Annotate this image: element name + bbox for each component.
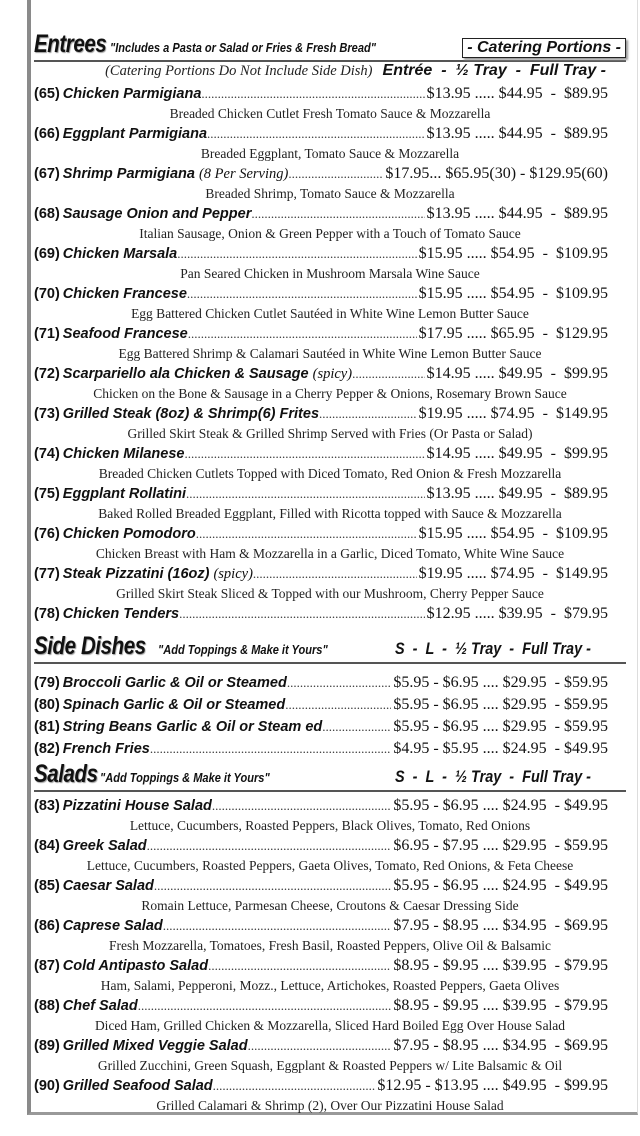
item-name: String Beans Garlic & Oil or Steam ed	[62, 719, 323, 735]
item-number: (87)	[34, 958, 60, 974]
menu-page	[34, 30, 626, 1116]
item-name: Chef Salad	[62, 998, 138, 1014]
item-number: (74)	[34, 446, 60, 462]
item-prices: $5.95 - $6.95 .... $24.95 - $49.95	[393, 797, 608, 814]
item-number: (65)	[34, 86, 60, 102]
sides-header	[34, 632, 626, 664]
item-number: (79)	[34, 675, 60, 691]
item-description: Romain Lettuce, Parmesan Cheese, Croutons & Caesar Dressing Side	[141, 898, 519, 913]
item-prices: $15.95 ..... $54.95 - $109.95	[418, 285, 608, 302]
item-prices: $6.95 - $7.95 .... $29.95 - $59.95	[393, 837, 608, 854]
salads-columns: S - L - ½ Tray - Full Tray -	[395, 767, 592, 786]
item-prices: $15.95 ..... $54.95 - $109.95	[418, 525, 608, 542]
item-number: (89)	[34, 1038, 60, 1054]
dot-leader	[187, 284, 417, 304]
menu-item	[34, 124, 626, 144]
item-description: Baked Rolled Breaded Eggplant, Filled with Ricotta topped with Sauce & Mozzarella	[98, 506, 562, 521]
entrees-subtitle: "Includes a Pasta or Salad or Fries & Fresh Bread"	[110, 40, 377, 55]
item-number: (82)	[34, 741, 60, 757]
menu-item	[34, 364, 626, 384]
dot-leader	[212, 796, 391, 816]
item-number: (67)	[34, 166, 60, 182]
menu-item	[34, 738, 626, 760]
sides-list	[34, 672, 626, 760]
item-name: Sausage Onion and Pepper	[62, 206, 252, 222]
item-name: Cold Antipasto Salad	[62, 958, 209, 974]
menu-item	[34, 444, 626, 464]
menu-item	[34, 996, 626, 1016]
catering-portions-box: - Catering Portions -	[462, 38, 626, 58]
item-number: (85)	[34, 878, 60, 894]
item-description: Grilled Skirt Steak & Grilled Shrimp Served with Fries (Or Pasta or Salad)	[127, 426, 533, 441]
menu-item	[34, 204, 626, 224]
dot-leader	[248, 1036, 392, 1056]
item-prices: $13.95 ..... $44.95 - $89.95	[426, 85, 608, 102]
dot-leader	[184, 444, 424, 464]
item-description: Lettuce, Cucumbers, Roasted Peppers, Gaeta Olives, Tomato, Red Onions, & Feta Cheese	[86, 858, 574, 873]
item-prices: $5.95 - $6.95 .... $24.95 - $49.95	[393, 877, 608, 894]
entrees-list	[34, 84, 626, 624]
item-name: Spinach Garlic & Oil or Steamed	[62, 697, 286, 713]
item-name: Chicken Pomodoro	[62, 526, 196, 542]
menu-item	[34, 876, 626, 896]
item-name: Eggplant Parmigiana	[62, 126, 208, 142]
item-number: (70)	[34, 286, 60, 302]
item-prices: $13.95 ..... $44.95 - $89.95	[426, 205, 608, 222]
dot-leader	[186, 484, 425, 504]
dot-leader	[319, 404, 417, 424]
entrees-header	[34, 30, 626, 62]
item-prices: $5.95 - $6.95 .... $29.95 - $59.95	[393, 718, 608, 735]
dot-leader	[147, 836, 392, 856]
sides-columns: S - L - ½ Tray - Full Tray -	[395, 639, 592, 658]
item-description: Lettuce, Cucumbers, Roasted Peppers, Black Olives, Tomato, Red Onions	[129, 818, 531, 833]
menu-item	[34, 1076, 626, 1096]
item-name: Eggplant Rollatini	[62, 486, 187, 502]
item-description: Egg Battered Chicken Cutlet Sautéed in White Wine Lemon Butter Sauce	[131, 306, 529, 321]
menu-item	[34, 484, 626, 504]
catering-note-row	[34, 62, 626, 84]
item-name: Chicken Francese	[62, 286, 187, 302]
item-note: (8 Per Serving)	[198, 166, 289, 182]
item-number: (84)	[34, 838, 60, 854]
dot-leader	[201, 84, 424, 104]
item-prices: $14.95 ..... $49.95 - $99.95	[426, 365, 608, 382]
menu-item	[34, 836, 626, 856]
item-description: Breaded Shrimp, Tomato Sauce & Mozzarella	[205, 186, 455, 201]
item-prices: $5.95 - $6.95 .... $29.95 - $59.95	[393, 696, 608, 713]
dot-leader	[285, 694, 391, 716]
menu-item	[34, 564, 626, 584]
item-name: Grilled Seafood Salad	[62, 1078, 213, 1094]
salads-subtitle: "Add Toppings & Make it Yours"	[99, 770, 270, 785]
item-name: Scarpariello ala Chicken & Sausage	[62, 366, 309, 382]
dot-leader	[150, 738, 392, 760]
item-name: Chicken Milanese	[62, 446, 185, 462]
item-description: Breaded Eggplant, Tomato Sauce & Mozzarella	[200, 146, 460, 161]
item-description: Fresh Mozzarella, Tomatoes, Fresh Basil, Roasted Peppers, Olive Oil & Balsamic	[109, 938, 551, 953]
dot-leader	[207, 124, 425, 144]
item-description: Egg Battered Shrimp & Calamari Sautéed in White Wine Lemon Butter Sauce	[118, 346, 542, 361]
dot-leader	[288, 164, 383, 184]
dot-leader	[322, 716, 391, 738]
item-name: Caprese Salad	[62, 918, 163, 934]
item-number: (78)	[34, 606, 60, 622]
item-description: Diced Ham, Grilled Chicken & Mozzarella, Sliced Hard Boiled Egg Over House Salad	[94, 1018, 566, 1033]
item-number: (90)	[34, 1078, 60, 1094]
item-number: (68)	[34, 206, 60, 222]
item-prices: $4.95 - $5.95 .... $24.95 - $49.95	[393, 740, 608, 757]
item-name: Broccoli Garlic & Oil or Steamed	[62, 675, 287, 691]
item-description: Chicken Breast with Ham & Mozzarella in a Garlic, Diced Tomato, White Wine Sauce	[95, 546, 565, 561]
item-name: Chicken Parmigiana	[62, 86, 202, 102]
item-description: Ham, Salami, Pepperoni, Mozz., Lettuce, Artichokes, Roasted Peppers, Gaeta Olives	[100, 978, 560, 993]
item-description: Breaded Chicken Cutlet Fresh Tomato Sauce & Mozzarella	[169, 106, 491, 121]
item-number: (83)	[34, 798, 60, 814]
dot-leader	[196, 524, 417, 544]
item-name: Pizzatini House Salad	[62, 798, 212, 814]
item-number: (81)	[34, 719, 60, 735]
item-prices: $17.95 ..... $65.95 - $129.95	[418, 325, 608, 342]
item-description: Grilled Zucchini, Green Squash, Eggplant & Roasted Peppers w/ Lite Balsamic & Oil	[97, 1058, 563, 1073]
dot-leader	[163, 916, 392, 936]
salads-title: Salads	[34, 760, 98, 788]
item-description: Breaded Chicken Cutlets Topped with Diced Tomato, Red Onion & Fresh Mozzarella	[98, 466, 562, 481]
dot-leader	[179, 604, 425, 624]
menu-item	[34, 244, 626, 264]
item-name: Grilled Mixed Veggie Salad	[62, 1038, 248, 1054]
sides-title: Side Dishes	[34, 632, 146, 660]
item-prices: $5.95 - $6.95 .... $29.95 - $59.95	[393, 674, 608, 691]
item-number: (69)	[34, 246, 60, 262]
menu-item	[34, 164, 626, 184]
item-prices: $7.95 - $8.95 .... $34.95 - $69.95	[393, 917, 608, 934]
menu-item	[34, 84, 626, 104]
entrees-title: Entrees	[34, 30, 107, 58]
menu-item	[34, 716, 626, 738]
menu-item	[34, 604, 626, 624]
item-number: (88)	[34, 998, 60, 1014]
salads-header	[34, 760, 626, 792]
item-number: (71)	[34, 326, 60, 342]
item-name: Seafood Francese	[62, 326, 188, 342]
item-prices: $8.95 - $9.95 .... $39.95 - $79.95	[393, 957, 608, 974]
item-description: Grilled Skirt Steak Sliced & Topped with our Mushroom, Cherry Pepper Sauce	[116, 586, 544, 601]
menu-item	[34, 694, 626, 716]
menu-item	[34, 796, 626, 816]
item-name: Steak Pizzatini (16oz)	[62, 566, 210, 582]
item-description: Pan Seared Chicken in Mushroom Marsala Wine Sauce	[180, 266, 480, 281]
item-name: French Fries	[62, 741, 150, 757]
item-prices: $17.95... $65.95(30) - $129.95(60)	[385, 165, 608, 182]
menu-item	[34, 956, 626, 976]
item-description: Grilled Calamari & Shrimp (2), Over Our Pizzatini House Salad	[156, 1098, 504, 1113]
dot-leader	[154, 876, 391, 896]
dot-leader	[138, 996, 392, 1016]
menu-item	[34, 324, 626, 344]
dot-leader	[352, 364, 425, 384]
dot-leader	[251, 204, 424, 224]
item-name: Shrimp Parmigiana	[62, 166, 195, 182]
menu-item	[34, 1036, 626, 1056]
dot-leader	[213, 1076, 376, 1096]
dot-leader	[177, 244, 416, 264]
item-note: (spicy)	[213, 566, 253, 582]
menu-item	[34, 284, 626, 304]
dot-leader	[287, 672, 392, 694]
item-prices: $7.95 - $8.95 .... $34.95 - $69.95	[393, 1037, 608, 1054]
sides-subtitle: "Add Toppings & Make it Yours"	[158, 642, 328, 657]
item-name: Chicken Tenders	[62, 606, 180, 622]
item-prices: $13.95 ..... $49.95 - $89.95	[426, 485, 608, 502]
item-name: Caesar Salad	[62, 878, 154, 894]
item-description: Italian Sausage, Onion & Green Pepper with a Touch of Tomato Sauce	[139, 226, 521, 241]
item-name: Grilled Steak (8oz) & Shrimp(6) Frites	[62, 406, 320, 422]
dot-leader	[188, 324, 417, 344]
item-description: Chicken on the Bone & Sausage in a Cherry Pepper & Onions, Rosemary Brown Sauce	[93, 386, 567, 401]
item-name: Chicken Marsala	[62, 246, 178, 262]
item-prices: $14.95 ..... $49.95 - $99.95	[426, 445, 608, 462]
item-number: (77)	[34, 566, 60, 582]
dot-leader	[253, 564, 417, 584]
menu-item	[34, 524, 626, 544]
item-prices: $12.95 ..... $39.95 - $79.95	[426, 605, 608, 622]
item-number: (86)	[34, 918, 60, 934]
dot-leader	[208, 956, 391, 976]
item-prices: $13.95 ..... $44.95 - $89.95	[426, 125, 608, 142]
item-number: (75)	[34, 486, 60, 502]
item-prices: $19.95 ..... $74.95 - $149.95	[418, 565, 608, 582]
item-note: (spicy)	[312, 366, 353, 382]
item-number: (80)	[34, 697, 60, 713]
salads-list	[34, 796, 626, 1116]
item-prices: $15.95 ..... $54.95 - $109.95	[418, 245, 608, 262]
item-number: (72)	[34, 366, 60, 382]
item-prices: $8.95 - $9.95 .... $39.95 - $79.95	[393, 997, 608, 1014]
menu-item	[34, 404, 626, 424]
menu-item	[34, 672, 626, 694]
item-number: (76)	[34, 526, 60, 542]
catering-note: (Catering Portions Do Not Include Side Dish)	[105, 63, 373, 79]
item-number: (66)	[34, 126, 60, 142]
item-number: (73)	[34, 406, 60, 422]
item-name: Greek Salad	[62, 838, 147, 854]
item-prices: $12.95 - $13.95 .... $49.95 - $99.95	[377, 1077, 608, 1094]
item-prices: $19.95 ..... $74.95 - $149.95	[418, 405, 608, 422]
entrees-columns: Entrée - ½ Tray - Full Tray -	[382, 62, 606, 79]
menu-item	[34, 916, 626, 936]
